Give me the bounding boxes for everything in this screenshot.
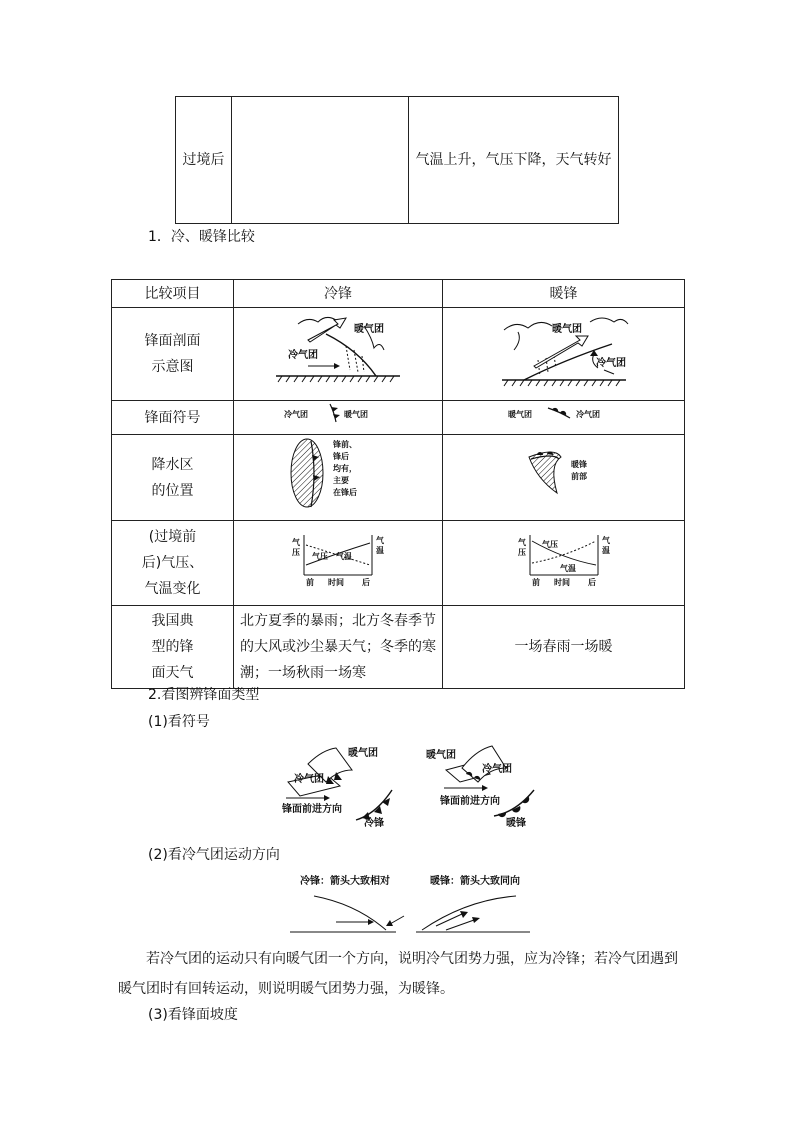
- direction-figures: [286, 866, 536, 938]
- cold-front-symbol-figure: [281, 746, 392, 829]
- cold-front-symbol: [278, 402, 398, 424]
- svg-text:气: 气: [601, 534, 610, 545]
- svg-text:气温: 气温: [559, 562, 576, 573]
- svg-text:暖锋：箭头大致同向: 暖锋：箭头大致同向: [430, 876, 520, 887]
- svg-text:暖气团: 暖气团: [507, 409, 532, 419]
- warm-change-cell: [443, 521, 685, 606]
- top-right-cell: 气温上升，气压下降，天气转好: [409, 97, 619, 224]
- header-warm: 暖锋: [443, 280, 685, 308]
- svg-text:冷气团: 冷气团: [294, 774, 324, 785]
- svg-text:冷锋：箭头大致相对: 冷锋：箭头大致相对: [300, 876, 390, 887]
- warm-front-direction-figure: [416, 874, 530, 932]
- row-label-precip: 降水区 的位置: [112, 435, 234, 521]
- header-cold: 冷锋: [234, 280, 443, 308]
- svg-text:前: 前: [306, 576, 314, 587]
- cold-front-pressure-temp-chart: [288, 529, 388, 589]
- svg-text:温: 温: [601, 544, 610, 555]
- svg-text:冷气团: 冷气团: [288, 349, 318, 361]
- symbol-figures: [276, 740, 546, 832]
- svg-text:冷锋: 冷锋: [364, 818, 384, 829]
- svg-text:压: 压: [292, 546, 300, 557]
- svg-text:暖气团: 暖气团: [344, 409, 368, 419]
- cold-weather-cell: 北方夏季的暴雨；北方冬春季节 的大风或沙尘暴天气；冬季的寒 潮；一场秋雨一场寒: [234, 606, 443, 689]
- warm-front-precip-diagram: [519, 443, 609, 503]
- cold-profile-cell: [234, 308, 443, 401]
- svg-text:锋面前进方向: 锋面前进方向: [440, 796, 500, 807]
- svg-text:暖气团: 暖气团: [348, 748, 378, 759]
- svg-text:前部: 前部: [570, 471, 587, 481]
- warm-front-symbol-figure: [426, 746, 534, 829]
- svg-text:主要: 主要: [333, 475, 349, 485]
- row-label-symbol: 锋面符号: [112, 401, 234, 435]
- svg-text:冷气团: 冷气团: [284, 409, 308, 419]
- svg-text:气压: 气压: [541, 538, 558, 549]
- cold-front-profile-diagram: [268, 310, 408, 390]
- svg-text:暖锋: 暖锋: [506, 818, 526, 829]
- cold-front-precip-diagram: [283, 435, 393, 511]
- sub-heading-2: (2)看冷气团运动方向: [148, 847, 280, 863]
- top-empty-cell: [232, 97, 409, 224]
- row-label-profile: 锋面剖面 示意图: [112, 308, 234, 401]
- svg-text:暖气团: 暖气团: [551, 323, 582, 335]
- svg-text:在锋后: 在锋后: [333, 487, 357, 497]
- header-item: 比较项目: [112, 280, 234, 308]
- heading-2: 2.看图辨锋面类型: [148, 687, 260, 703]
- svg-text:暖锋: 暖锋: [570, 459, 587, 469]
- svg-text:后: 后: [362, 576, 370, 587]
- cold-front-direction-figure: [290, 874, 404, 932]
- warm-front-symbol: [504, 402, 624, 424]
- svg-text:时间: 时间: [328, 576, 344, 587]
- cold-symbol-cell: [234, 401, 443, 435]
- cold-change-cell: [234, 521, 443, 606]
- svg-text:气压: 气压: [312, 550, 328, 561]
- warm-front-pressure-temp-chart: [514, 529, 614, 589]
- svg-text:气: 气: [292, 536, 300, 547]
- warm-weather-cell: 一场春雨一场暖: [443, 606, 685, 689]
- sub-heading-3: (3)看锋面坡度: [148, 1007, 238, 1023]
- svg-text:冷气团: 冷气团: [575, 409, 600, 419]
- svg-text:温: 温: [376, 544, 384, 555]
- svg-text:前: 前: [531, 576, 540, 587]
- svg-text:冷气团: 冷气团: [482, 764, 512, 775]
- svg-text:暖气团: 暖气团: [354, 323, 384, 335]
- heading-1: 1．冷、暖锋比较: [148, 229, 255, 245]
- svg-text:时间: 时间: [553, 576, 570, 587]
- cold-precip-cell: [234, 435, 443, 521]
- top-table: [175, 96, 619, 224]
- svg-text:压: 压: [517, 546, 526, 557]
- svg-text:锋面前进方向: 锋面前进方向: [282, 804, 342, 815]
- svg-text:后: 后: [587, 576, 596, 587]
- svg-text:气: 气: [376, 534, 384, 545]
- svg-text:气温: 气温: [336, 550, 352, 561]
- warm-profile-cell: [443, 308, 685, 401]
- warm-front-profile-diagram: [494, 310, 634, 390]
- explanation-paragraph: 若冷气团的运动只有向暖气团一个方向，说明冷气团势力强，应为冷锋；若冷气团遇到 暖气团时有回转运动，则说明暖气团势力强，为暖锋。: [118, 951, 678, 997]
- compare-table: [111, 279, 685, 689]
- warm-precip-cell: [443, 435, 685, 521]
- svg-text:气: 气: [517, 536, 526, 547]
- svg-text:暖气团: 暖气团: [426, 750, 456, 761]
- row-label-change: (过境前 后)气压、 气温变化: [112, 521, 234, 606]
- top-row-label: 过境后: [176, 97, 232, 224]
- svg-text:均有，: 均有，: [333, 463, 357, 473]
- row-label-weather: 我国典 型的锋 面天气: [112, 606, 234, 689]
- warm-symbol-cell: [443, 401, 685, 435]
- svg-text:冷气团: 冷气团: [595, 357, 626, 369]
- svg-text:锋前、: 锋前、: [333, 439, 357, 449]
- svg-text:锋后: 锋后: [333, 451, 349, 461]
- sub-heading-1: (1)看符号: [148, 714, 210, 730]
